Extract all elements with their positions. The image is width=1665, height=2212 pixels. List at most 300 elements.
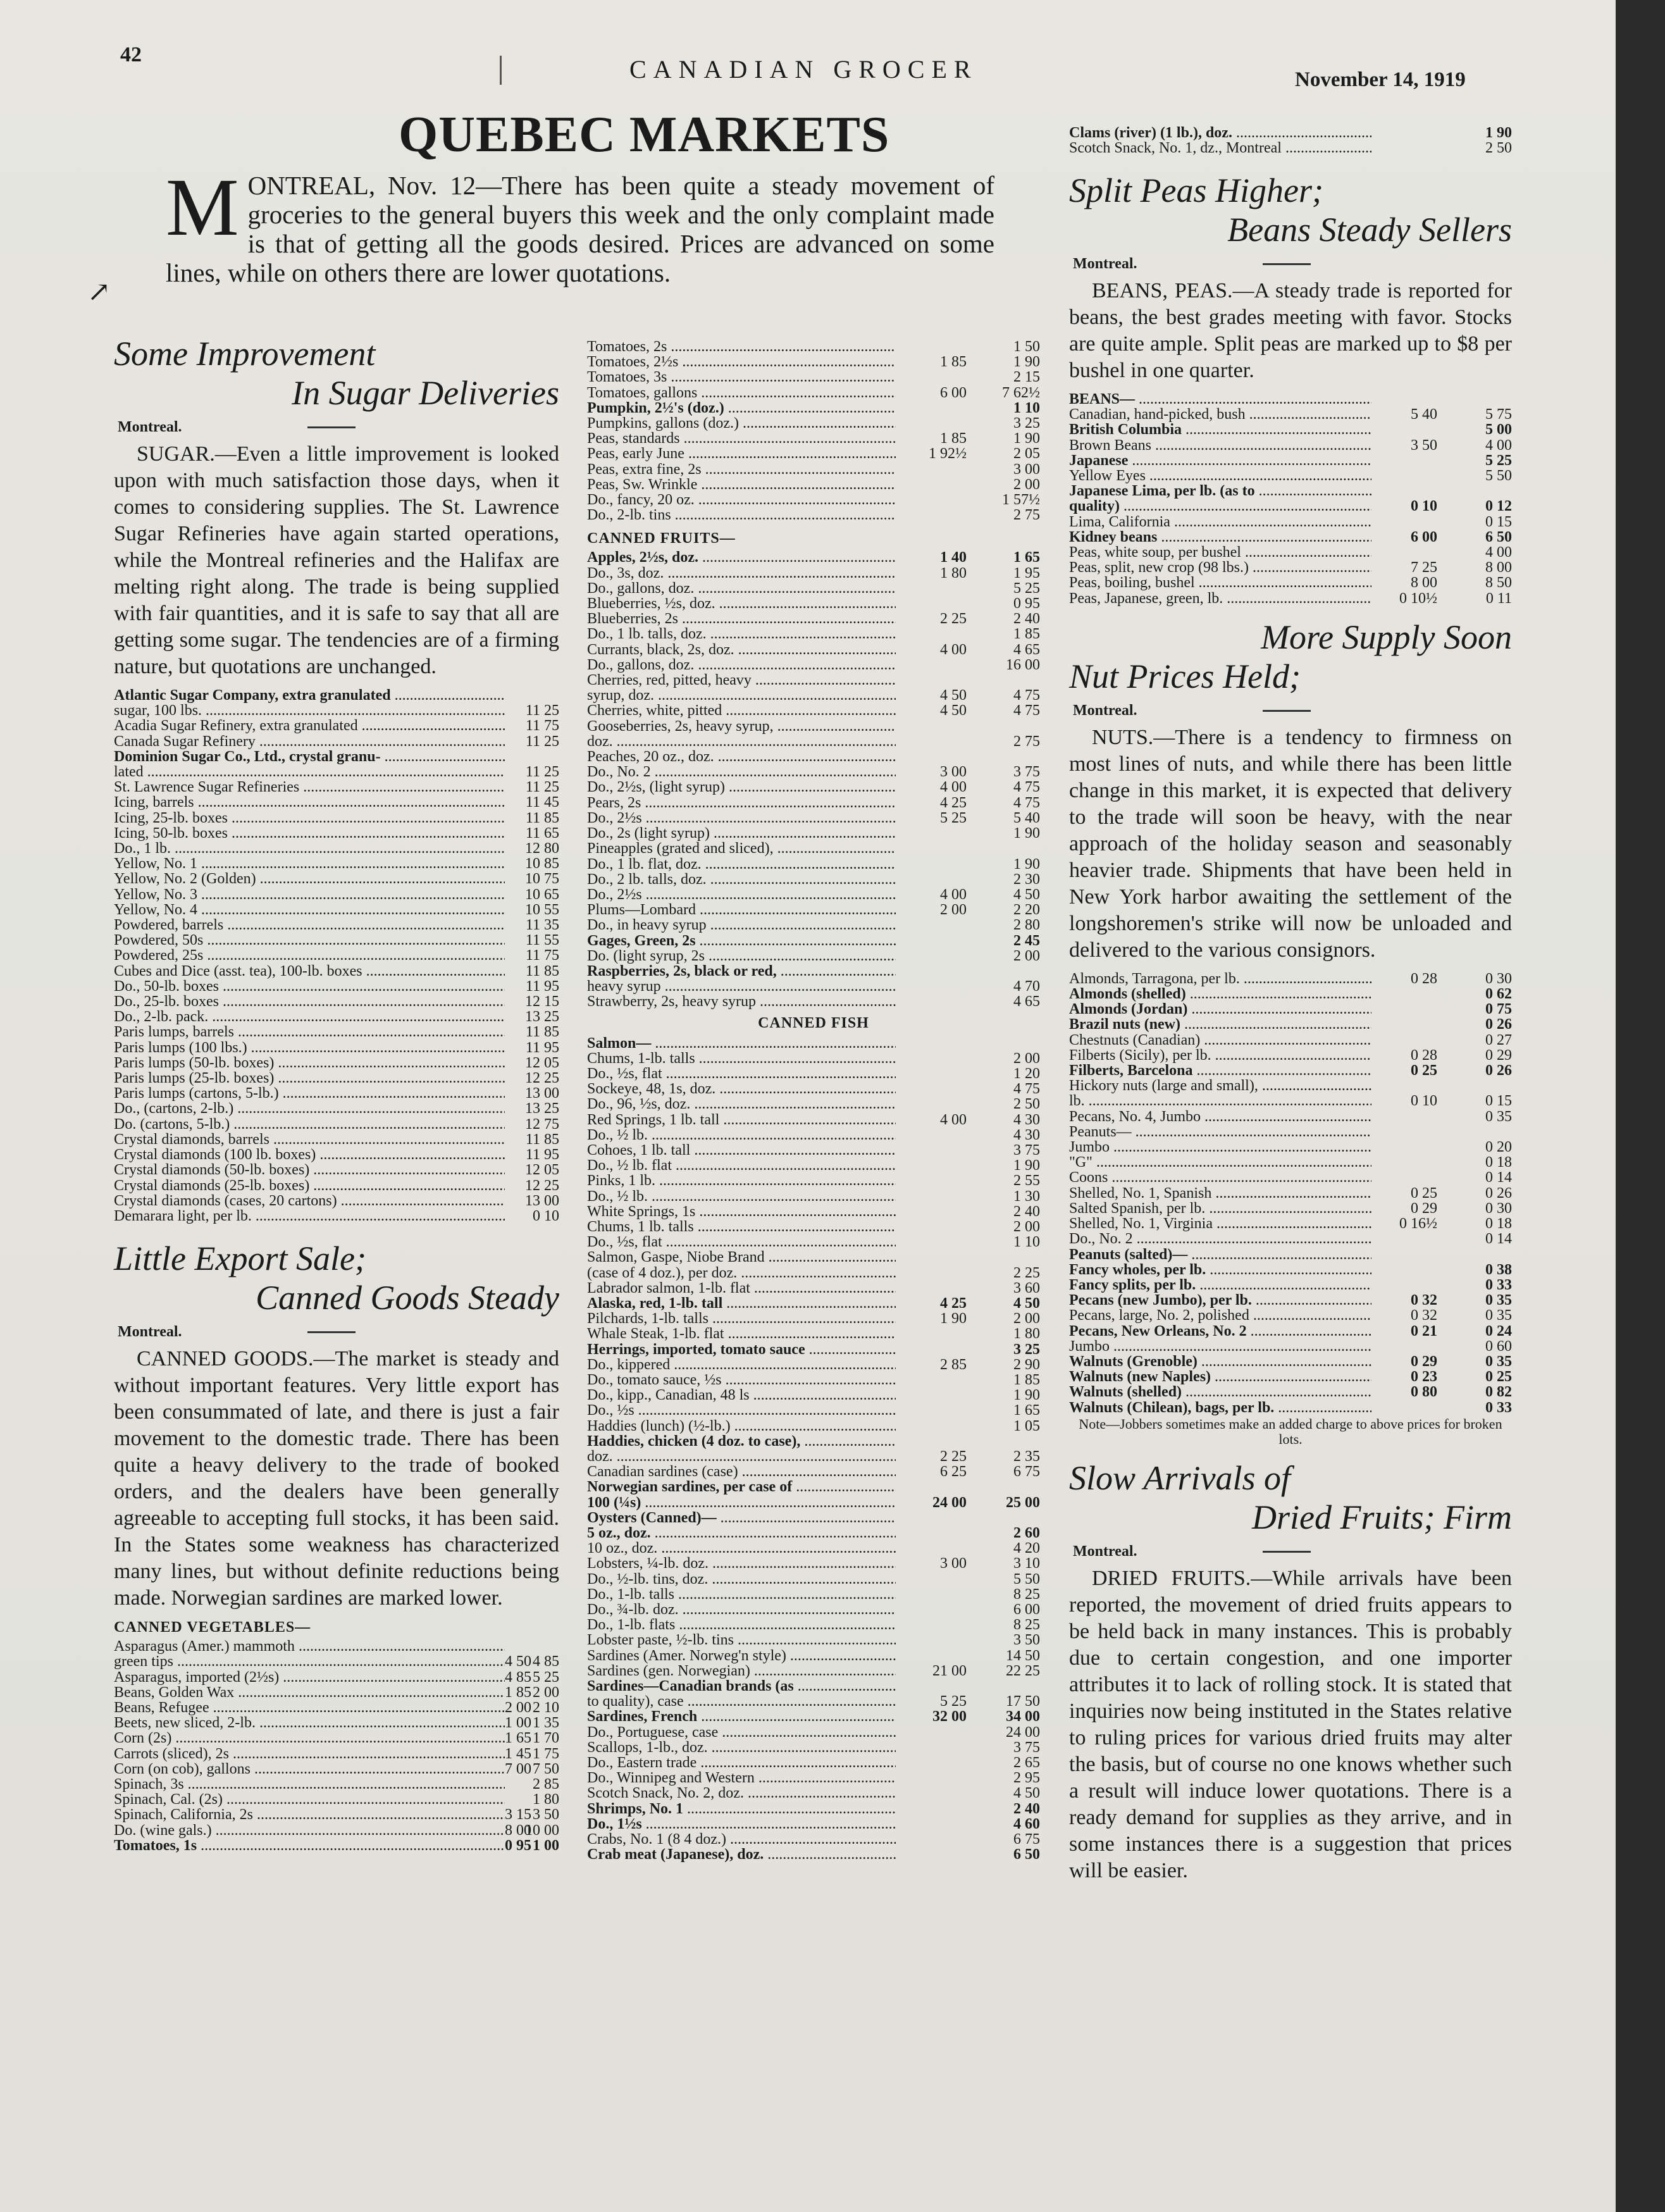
item-name: Do., 1-lb. flats ..... [587, 1617, 896, 1632]
item-name: Paris lumps (50-lb. boxes) ..... [114, 1055, 505, 1071]
price-high: 12 05 [525, 1162, 559, 1179]
item-name: Yellow, No. 2 (Golden) ..... [114, 871, 505, 886]
item-name: Brown Beans ..... [1069, 438, 1371, 453]
nuts-body: NUTS.—There is a tendency to firmness on most lines of nuts, and while there has been little change in this market, it is expected that delivery to the trade will soon be heavy, with the near approach of the holiday season and seasonably heavier trade. Shipments that have been held in New York harbor awaiting the settlement of the longshoremen's strike will now be unloaded and delivered to the various consignors. [1069, 725, 1512, 962]
item-name: Do., 1-lb. talls ..... [587, 1587, 896, 1602]
item-name: Demarara light, per lb. ..... [114, 1209, 505, 1224]
price-row [1069, 1155, 1512, 1170]
price-high: 10 65 [525, 886, 559, 903]
item-name: Peas, early June ..... [587, 446, 896, 461]
price-row [587, 1770, 1040, 1786]
price-row [587, 462, 1040, 477]
price-high: 2 35 [1013, 1448, 1040, 1465]
column-right-top [1069, 125, 1512, 156]
price-row [1069, 1078, 1512, 1093]
item-name: Tomatoes, gallons ..... [587, 385, 896, 401]
jobbers-note: Note—Jobbers sometimes make an added charge to above prices for broken lots. [1079, 1415, 1502, 1447]
price-row [587, 1464, 1040, 1479]
item-name: Fancy wholes, per lb. ..... [1069, 1262, 1371, 1277]
item-name: Pumpkin, 2½'s (doz.) ..... [587, 401, 896, 416]
price-row [114, 703, 559, 718]
item-name: Do., ½s, flat ..... [587, 1234, 896, 1250]
item-name: Do., 1 lb. flat, doz. ..... [587, 857, 896, 872]
price-high: 2 30 [1013, 871, 1040, 888]
item-name: Plums—Lombard ..... [587, 902, 896, 917]
item-name: Do. (light syrup, 2s ..... [587, 948, 896, 964]
item-name: Peas, boiling, bushel ..... [1069, 575, 1371, 590]
price-row [1069, 1186, 1512, 1201]
tomatoes-peas-price-list [587, 339, 1040, 523]
price-high: 0 26 [1485, 1184, 1512, 1202]
price-row [1069, 1017, 1512, 1032]
price-row [114, 1178, 559, 1193]
price-high: 4 20 [1013, 1540, 1040, 1557]
price-high: 1 00 [533, 1837, 559, 1854]
item-name: Yellow, No. 1 ..... [114, 856, 505, 871]
price-high: 2 95 [1013, 1770, 1040, 1787]
price-row [587, 339, 1040, 354]
price-high: 2 15 [1013, 369, 1040, 386]
price-row [587, 1525, 1040, 1541]
price-high: 6 00 [1013, 1601, 1040, 1619]
price-row [587, 1617, 1040, 1632]
price-high: 13 00 [525, 1085, 559, 1102]
item-name: Pecans, large, No. 2, polished ..... [1069, 1308, 1371, 1323]
price-row [587, 1510, 1040, 1525]
price-row [587, 1755, 1040, 1770]
peas-dateline: Montreal. [1073, 256, 1512, 273]
price-row [587, 1311, 1040, 1326]
price-low: 6 00 [1411, 528, 1437, 545]
item-name: Powdered, 25s ..... [114, 948, 505, 963]
price-high: 17 50 [1006, 1693, 1040, 1710]
price-row [587, 1572, 1040, 1587]
item-name: Do., Eastern trade ..... [587, 1755, 896, 1770]
price-row [587, 917, 1040, 933]
item-name: Sardines, French ..... [587, 1709, 896, 1724]
price-high: 2 00 [1013, 1050, 1040, 1067]
price-row [1069, 1231, 1512, 1246]
price-row [114, 734, 559, 749]
item-name: 100 (¼s) ..... [587, 1495, 896, 1510]
item-name: Canadian sardines (case) ..... [587, 1464, 896, 1479]
price-high: 0 18 [1485, 1154, 1512, 1171]
price-row [1069, 1216, 1512, 1231]
item-name: Crystal diamonds (100 lb. boxes) ..... [114, 1147, 505, 1162]
price-high: 1 90 [1013, 855, 1040, 873]
item-name: Shelled, No. 1, Virginia ..... [1069, 1216, 1371, 1231]
price-row [114, 780, 559, 795]
item-name: Yellow, No. 4 ..... [114, 902, 505, 917]
price-low: 1 92½ [929, 445, 967, 463]
item-name: Pineapples (grated and sliced), ..... [587, 841, 896, 856]
price-row [587, 385, 1040, 401]
price-row [1069, 514, 1512, 530]
fish-price-list [587, 1036, 1040, 1863]
issue-date: November 14, 1919 [1295, 68, 1466, 91]
item-name: Do., ½ lb. ..... [587, 1128, 896, 1143]
price-high: 2 80 [1013, 917, 1040, 934]
price-high: 8 50 [1485, 575, 1512, 592]
item-name: Pecans, No. 4, Jumbo ..... [1069, 1109, 1371, 1124]
price-low: 0 25 [1411, 1184, 1437, 1202]
item-name: Raspberries, 2s, black or red, ..... [587, 964, 896, 979]
item-name: Whale Steak, 1-lb. flat ..... [587, 1326, 896, 1341]
price-row [1069, 1339, 1512, 1354]
item-name: (case of 4 doz.), per doz. ..... [587, 1265, 896, 1281]
item-name: Crystal diamonds (25-lb. boxes) ..... [114, 1178, 505, 1193]
price-row [114, 856, 559, 871]
canned-fruits-heading: CANNED FRUITS— [587, 530, 736, 547]
price-high: 11 85 [525, 962, 559, 979]
price-high: 1 90 [1013, 1157, 1040, 1174]
price-high: 11 85 [525, 1024, 559, 1041]
item-name: St. Lawrence Sugar Refineries ..... [114, 780, 505, 795]
price-high: 2 00 [533, 1684, 559, 1701]
price-row [1069, 591, 1512, 606]
item-name: Filberts (Sicily), per lb. ..... [1069, 1048, 1371, 1063]
price-row [587, 1112, 1040, 1128]
item-name: Crystal diamonds (cases, 20 cartons) ..... [114, 1193, 505, 1209]
price-high: 11 85 [525, 1131, 559, 1148]
price-row [1069, 1369, 1512, 1384]
price-row [587, 477, 1040, 492]
item-name: Pilchards, 1-lb. talls ..... [587, 1311, 896, 1326]
price-low: 4 25 [940, 794, 967, 811]
price-row [587, 994, 1040, 1009]
item-name: Do., 25-lb. boxes ..... [114, 994, 505, 1009]
price-row [1069, 1063, 1512, 1078]
price-high: 11 85 [525, 809, 559, 826]
item-name: Sardines (Amer. Norweg'n style) ..... [587, 1648, 896, 1663]
price-high: 12 25 [525, 1070, 559, 1087]
dried-fruits-body: DRIED FRUITS.—While arrivals have been reported, the movement of dried fruits appears to be held back in many instances. This is probably due to certain congestion, and one importer attributes it to lack of rolling stock. It is stated that inquiries now being instituted in the States relative to ruling prices for various dried fruits may alter the basis, but of course no one knows whether such a result will induce lower quotations. There is a ready demand for supplies as they arrive, and in some instances there is a suggestion that prices will be easier. [1069, 1566, 1512, 1882]
price-high: 0 25 [1485, 1369, 1512, 1386]
price-high: 4 75 [1013, 687, 1040, 704]
item-name: Peas, standards ..... [587, 431, 896, 446]
item-name: Salted Spanish, per lb. ..... [1069, 1201, 1371, 1216]
price-high: 2 40 [1013, 1203, 1040, 1220]
item-name: Chums, 1-lb. talls ..... [587, 1051, 896, 1066]
price-high: 4 60 [1013, 1815, 1040, 1832]
price-low: 2 25 [940, 611, 967, 628]
price-row: Corn (2s) ..... 1 65 1 70 [114, 1730, 559, 1746]
item-name: Peas, Sw. Wrinkle ..... [587, 477, 896, 492]
price-row [587, 1250, 1040, 1265]
price-high: 2 10 [533, 1699, 559, 1716]
item-name: Strawberry, 2s, heavy syrup ..... [587, 994, 896, 1009]
price-low: 0 21 [1411, 1322, 1437, 1339]
price-high: 0 26 [1485, 1062, 1512, 1079]
item-name: Atlantic Sugar Company, extra granulated ..... [114, 688, 505, 703]
price-row [1069, 971, 1512, 986]
price-low: 3 00 [940, 764, 967, 781]
price-row [1069, 499, 1512, 514]
price-low: 0 32 [1411, 1292, 1437, 1309]
price-high: 4 85 [533, 1653, 559, 1670]
price-low: 4 00 [940, 641, 967, 658]
price-high: 0 35 [1485, 1108, 1512, 1125]
item-name: Asparagus (Amer.) mammoth ..... [114, 1639, 505, 1654]
price-low: 1 85 [940, 430, 967, 447]
price-row [114, 1071, 559, 1086]
price-row [114, 1147, 559, 1162]
item-name: Clams (river) (1 lb.), doz. ..... [1069, 125, 1371, 140]
price-row [1069, 986, 1512, 1002]
price-high: 0 35 [1485, 1307, 1512, 1324]
price-high: 10 75 [525, 871, 559, 888]
price-high: 7 50 [533, 1760, 559, 1777]
price-high: 3 25 [1013, 415, 1040, 432]
price-row [587, 1434, 1040, 1449]
price-high: 11 25 [525, 733, 559, 750]
column-right [1069, 166, 1512, 1892]
price-high: 1 90 [1485, 125, 1512, 141]
item-name: Paris lumps (cartons, 5-lb.) ..... [114, 1086, 505, 1101]
price-row [587, 780, 1040, 795]
item-name: Do., kippered ..... [587, 1357, 896, 1372]
item-name: 5 oz., doz. ..... [587, 1525, 896, 1541]
price-high: 14 50 [1006, 1647, 1040, 1664]
price-high: 3 25 [1013, 1341, 1040, 1358]
price-high: 11 75 [525, 718, 559, 735]
publication-title: CANADIAN GROCER [629, 55, 978, 84]
price-high: 0 60 [1485, 1338, 1512, 1355]
price-high: 2 00 [1013, 947, 1040, 964]
item-name: Do., Winnipeg and Western ..... [587, 1770, 896, 1786]
item-name: Red Springs, 1 lb. tall ..... [587, 1112, 896, 1128]
price-row [587, 857, 1040, 872]
price-high: 4 75 [1013, 702, 1040, 719]
price-row [1069, 1354, 1512, 1369]
price-high: 2 45 [1013, 932, 1040, 949]
item-name: Haddies, chicken (4 doz. to case), ..... [587, 1434, 896, 1449]
price-row [1069, 575, 1512, 590]
item-name: Peas, extra fine, 2s ..... [587, 462, 896, 477]
price-row: Carrots (sliced), 2s ..... 1 45 1 75 [114, 1746, 559, 1762]
item-name: Yellow, No. 3 ..... [114, 887, 505, 902]
price-high: 3 75 [1013, 1141, 1040, 1159]
item-name: Peas, split, new crop (98 lbs.) ..... [1069, 560, 1371, 575]
price-high: 0 35 [1485, 1292, 1512, 1309]
item-name: Do., kipp., Canadian, 48 ls ..... [587, 1388, 896, 1403]
item-name: Peanuts— ..... [1069, 1124, 1371, 1140]
price-row [587, 1173, 1040, 1188]
price-row [587, 1679, 1040, 1694]
item-name: Almonds (shelled) ..... [1069, 986, 1371, 1002]
price-row [1069, 560, 1512, 575]
price-low: 0 10 [1411, 498, 1437, 515]
beans-peas-price-list [1069, 392, 1512, 606]
price-row [1069, 392, 1512, 407]
item-name: Beans, Refugee ..... [114, 1700, 505, 1715]
price-high: 12 75 [525, 1115, 559, 1133]
item-name: Lima, California ..... [1069, 514, 1371, 530]
item-name: Tomatoes, 2½s ..... [587, 354, 896, 370]
price-high: 6 50 [1013, 1846, 1040, 1863]
item-name: Do., 2½s ..... [587, 811, 896, 826]
price-high: 2 25 [1013, 1264, 1040, 1281]
canned-body: CANNED GOODS.—The market is steady and without important features. Very little export has been consummated of late, and there is just a fair movement to the domestic trade. There has been quite a heavy delivery to the trade of booked orders, and the dealers have been generally agreeable to accepting full stocks, it has been said. In the States some weakness has characterized many lines, but without definite reductions being made. Norwegian sardines are marked lower. [114, 1347, 559, 1610]
item-name: Pecans, New Orleans, No. 2 ..... [1069, 1324, 1371, 1339]
price-low: 3 50 [1411, 437, 1437, 454]
price-high: 4 30 [1013, 1126, 1040, 1143]
price-row [587, 1143, 1040, 1158]
price-high: 11 25 [525, 702, 559, 719]
item-name: Do., No. 2 ..... [587, 764, 896, 780]
price-high: 0 15 [1485, 513, 1512, 530]
price-low: 0 29 [1411, 1353, 1437, 1370]
price-row [587, 1036, 1040, 1051]
price-row [587, 1234, 1040, 1250]
price-row [1069, 1093, 1512, 1109]
price-high: 4 75 [1013, 779, 1040, 796]
price-low: 5 40 [1411, 406, 1437, 423]
price-row [587, 887, 1040, 902]
price-low: 1 90 [940, 1310, 967, 1327]
price-row [587, 811, 1040, 826]
price-high: 5 00 [1485, 421, 1512, 438]
item-name: Sockeye, 48, 1s, doz. ..... [587, 1081, 896, 1097]
price-high: 0 15 [1485, 1093, 1512, 1110]
price-high: 4 75 [1013, 794, 1040, 811]
item-name: Kidney beans ..... [1069, 530, 1371, 545]
item-name: Pumpkins, gallons (doz.) ..... [587, 416, 896, 431]
price-row [1069, 140, 1512, 156]
price-row [114, 871, 559, 886]
price-high: 11 55 [525, 932, 559, 949]
item-name: Asparagus, imported (2½s) ..... [114, 1670, 505, 1685]
item-name: Do. (wine gals.) ..... [114, 1823, 505, 1838]
item-name: Blueberries, 2s ..... [587, 611, 896, 626]
price-high: 4 00 [1485, 437, 1512, 454]
item-name: Crystal diamonds, barrels ..... [114, 1132, 505, 1147]
price-high: 12 05 [525, 1054, 559, 1071]
price-low: 5 25 [940, 809, 967, 826]
item-name: Do., 1 lb. talls, doz. ..... [587, 626, 896, 642]
nuts-price-list [1069, 971, 1512, 1415]
price-high: 1 85 [1013, 1372, 1040, 1388]
price-high: 0 82 [1485, 1384, 1512, 1401]
price-row [587, 1265, 1040, 1281]
price-low: 0 23 [1411, 1369, 1437, 1386]
price-high: 2 60 [1013, 1525, 1040, 1542]
price-row [587, 416, 1040, 431]
price-high: 0 14 [1485, 1169, 1512, 1186]
item-name: Canadian, hand-picked, bush ..... [1069, 407, 1371, 422]
item-name: Sardines (gen. Norwegian) ..... [587, 1663, 896, 1679]
price-high: 6 75 [1013, 1463, 1040, 1481]
price-low: 0 28 [1411, 970, 1437, 987]
price-row [1069, 545, 1512, 560]
price-low: 8 00 [1411, 575, 1437, 592]
price-high: 3 60 [1013, 1279, 1040, 1296]
price-low: 4 00 [940, 886, 967, 903]
price-row [1069, 1140, 1512, 1155]
price-high: 2 50 [1013, 1096, 1040, 1113]
canned-dateline: Montreal. [118, 1324, 559, 1341]
price-row [587, 1832, 1040, 1847]
price-high: 0 29 [1485, 1047, 1512, 1064]
item-name: Do., ½ lb. ..... [587, 1189, 896, 1204]
price-row [587, 1495, 1040, 1510]
item-name: Norwegian sardines, per case of ..... [587, 1479, 896, 1494]
price-row [114, 917, 559, 933]
item-name: Icing, 25-lb. boxes ..... [114, 811, 505, 826]
item-name: Beans, Golden Wax ..... [114, 1685, 505, 1700]
price-high: 8 25 [1013, 1617, 1040, 1634]
price-high: 1 90 [1013, 354, 1040, 371]
price-row: green tips ..... 4 50 4 85 [114, 1654, 559, 1669]
price-row [587, 673, 1040, 688]
price-row [587, 446, 1040, 461]
price-high: 10 55 [525, 901, 559, 918]
dried-fruits-dateline: Montreal. [1073, 1543, 1512, 1560]
price-high: 25 00 [1006, 1494, 1040, 1511]
price-high: 2 50 [1485, 140, 1512, 157]
item-name: Crystal diamonds (50-lb. boxes) ..... [114, 1162, 505, 1177]
price-high: 2 75 [1013, 733, 1040, 750]
price-row [1069, 1109, 1512, 1124]
item-name: Lobsters, ¼-lb. doz. ..... [587, 1556, 896, 1571]
item-name: Salmon, Gaspe, Niobe Brand ..... [587, 1250, 896, 1265]
sugar-body: SUGAR.—Even a little improvement is looked upon with much satisfaction those days, when it comes to considering supplies. The St. Lawrence Sugar Refineries have again started operations, while the Montreal refineries and the Halifax are melting right along. The trade is being supplied with fair quantities, and it is safe to say that all are getting some sugar. The tendencies are of a firming nature, but quotations are unchanged. [114, 442, 559, 678]
item-name: Spinach, California, 2s ..... [114, 1807, 505, 1822]
price-row [587, 1709, 1040, 1724]
price-high: 11 45 [525, 794, 559, 811]
price-row [114, 1792, 559, 1807]
item-name: lb. ..... [1069, 1093, 1371, 1109]
price-high: 1 95 [1013, 564, 1040, 581]
item-name: "G" ..... [1069, 1155, 1371, 1170]
nuts-headline: More Supply Soon Nut Prices Held; [1069, 618, 1512, 695]
price-high: 0 33 [1485, 1276, 1512, 1293]
price-high: 1 65 [1013, 1402, 1040, 1419]
price-row [587, 964, 1040, 979]
price-row [587, 1372, 1040, 1388]
price-row [587, 1541, 1040, 1556]
price-low: 5 25 [940, 1693, 967, 1710]
price-high: 12 25 [525, 1177, 559, 1194]
price-high: 4 00 [1485, 544, 1512, 561]
price-row [114, 1132, 559, 1147]
price-row [114, 1209, 559, 1224]
price-high: 4 30 [1013, 1111, 1040, 1128]
price-row [114, 718, 559, 733]
price-row [1069, 1170, 1512, 1185]
price-row [587, 431, 1040, 446]
price-row [587, 1051, 1040, 1066]
price-row [114, 1117, 559, 1132]
price-row [114, 1086, 559, 1101]
price-high: 24 00 [1006, 1724, 1040, 1741]
page-number: 42 [120, 43, 142, 66]
price-row [1069, 1384, 1512, 1400]
item-name: Do., 2½s, (light syrup) ..... [587, 780, 896, 795]
price-high: 2 85 [533, 1775, 559, 1793]
price-high: 16 00 [1006, 656, 1040, 673]
canned-vegetables-heading: CANNED VEGETABLES— [114, 1619, 311, 1636]
price-row [1069, 1293, 1512, 1308]
item-name: Coons ..... [1069, 1170, 1371, 1185]
item-name: Tomatoes, 1s ..... [114, 1838, 505, 1853]
price-row [587, 550, 1040, 565]
item-name: Shrimps, No. 1 ..... [587, 1801, 896, 1817]
item-name: White Springs, 1s ..... [587, 1204, 896, 1219]
price-row [587, 507, 1040, 523]
item-name: Corn (2s) ..... [114, 1730, 505, 1746]
item-name: Fancy splits, per lb. ..... [1069, 1277, 1371, 1293]
